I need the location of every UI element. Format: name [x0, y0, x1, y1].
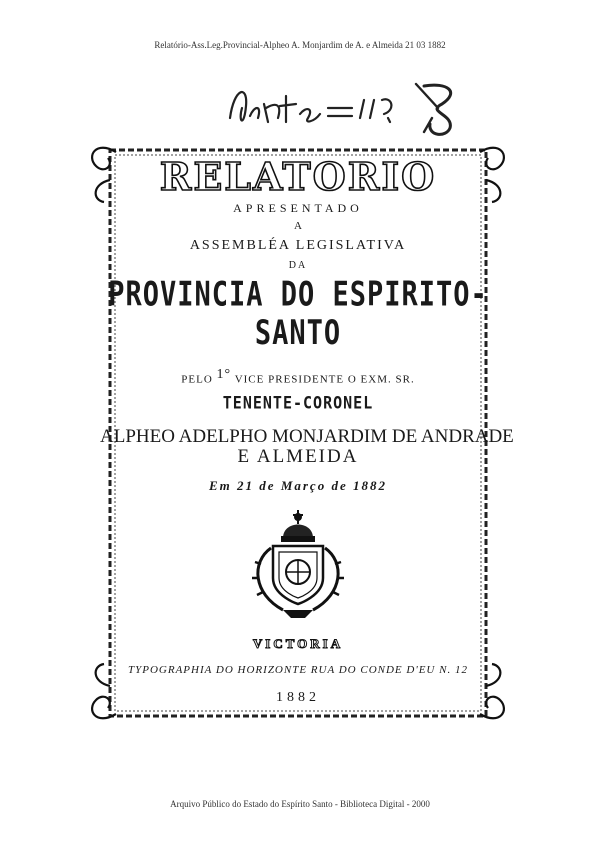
presenter-ordinal: 1°: [216, 367, 232, 382]
title-page: [100, 150, 514, 706]
archive-footer: Arquivo Público do Estado do Espírito Santo - Biblioteca Digital - 2000: [170, 799, 430, 809]
rank-line: TENENTE-CORONEL: [222, 392, 374, 414]
report-title: RELATORIO: [159, 154, 437, 199]
presenter-name-line1: ALPHEO ADELPHO MONJARDIM DE ANDRADE: [100, 425, 514, 447]
province-line: PROVINCIA DO ESPIRITO-SANTO: [108, 275, 488, 353]
city-line: VICTORIA: [252, 635, 344, 651]
presented-line: APRESENTADO: [233, 201, 363, 215]
publication-year: 1882: [276, 689, 320, 705]
printer-line: TYPOGRAPHIA DO HORIZONTE RUA DO CONDE D'EU N. 12: [128, 663, 468, 676]
archive-header: Relatório-Ass.Leg.Provincial-Alpheo A. Monjardim de A. e Almeida 21 03 1882: [154, 40, 446, 50]
presenter-prefix: PELO: [181, 373, 213, 386]
report-date: Em 21 de Março de 1882: [209, 477, 387, 493]
assembly-line: ASSEMBLÉA LEGISLATIVA: [189, 238, 407, 253]
of-line: DA: [288, 260, 308, 271]
presenter-suffix: VICE PRESIDENTE O EXM. SR.: [234, 373, 415, 386]
presenter-line: [100, 367, 496, 386]
to-line: A: [294, 220, 302, 232]
coat-of-arms-icon: [243, 508, 353, 626]
presenter-name-line2: E ALMEIDA: [237, 445, 359, 467]
handwritten-annotation: [228, 78, 478, 138]
